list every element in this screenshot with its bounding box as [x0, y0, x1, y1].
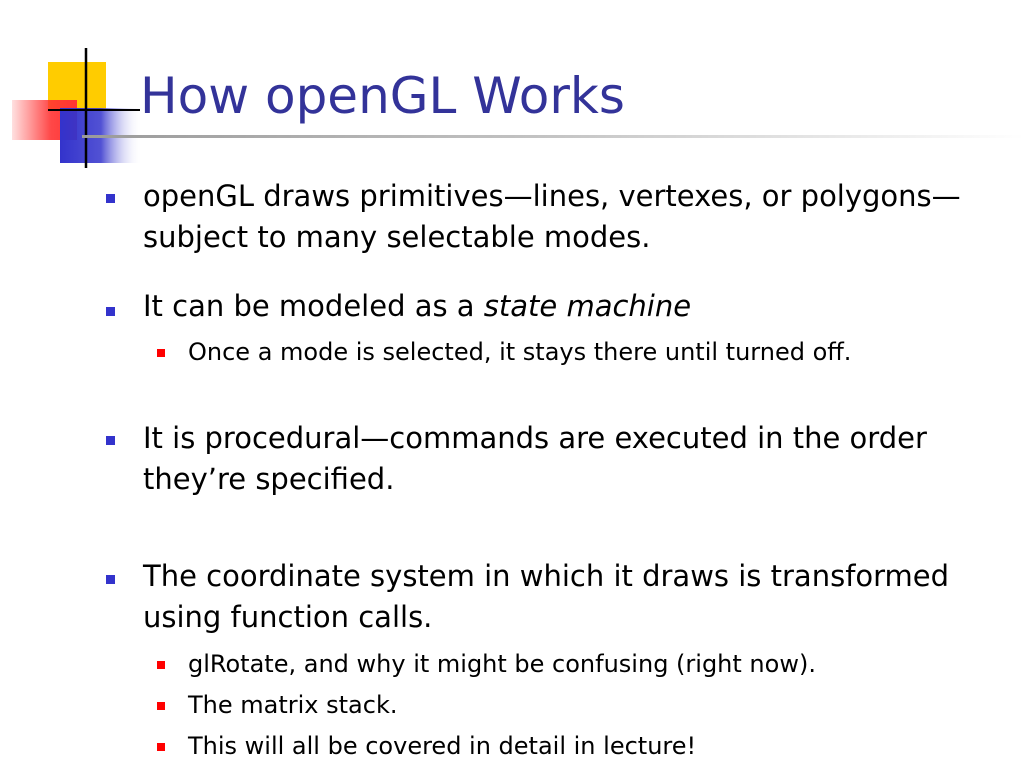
bullet-marker	[106, 436, 115, 445]
sub-bullet-marker	[157, 702, 165, 710]
sub-bullet-text: The matrix stack.	[188, 691, 398, 719]
sub-bullet-marker	[157, 349, 165, 357]
sub-bullet-text: Once a mode is selected, it stays there until turned off.	[188, 338, 852, 366]
bullet-marker	[106, 307, 115, 316]
bullet-text: It is procedural—commands are executed in the order they’re specified.	[143, 421, 927, 496]
sub-bullet-text: glRotate, and why it might be confusing (right now).	[188, 650, 816, 678]
bullet-text-prefix: It can be modeled as a	[143, 289, 484, 323]
bullet-text	[143, 286, 1003, 327]
sub-bullet-text: This will all be covered in detail in lecture!	[188, 732, 697, 760]
sub-bullet-marker	[157, 661, 165, 669]
bullet-marker	[106, 575, 115, 584]
slide-title: How openGL Works	[140, 67, 625, 125]
bullet-text: openGL draws primitives—lines, vertexes, or polygons—subject to many selectable modes.	[143, 179, 961, 254]
bullet-text-emphasis: state machine	[483, 289, 692, 323]
bullet-marker	[106, 194, 115, 203]
bullet-text: The coordinate system in which it draws is transformed using function calls.	[143, 559, 950, 634]
sub-bullet-marker	[157, 743, 165, 751]
